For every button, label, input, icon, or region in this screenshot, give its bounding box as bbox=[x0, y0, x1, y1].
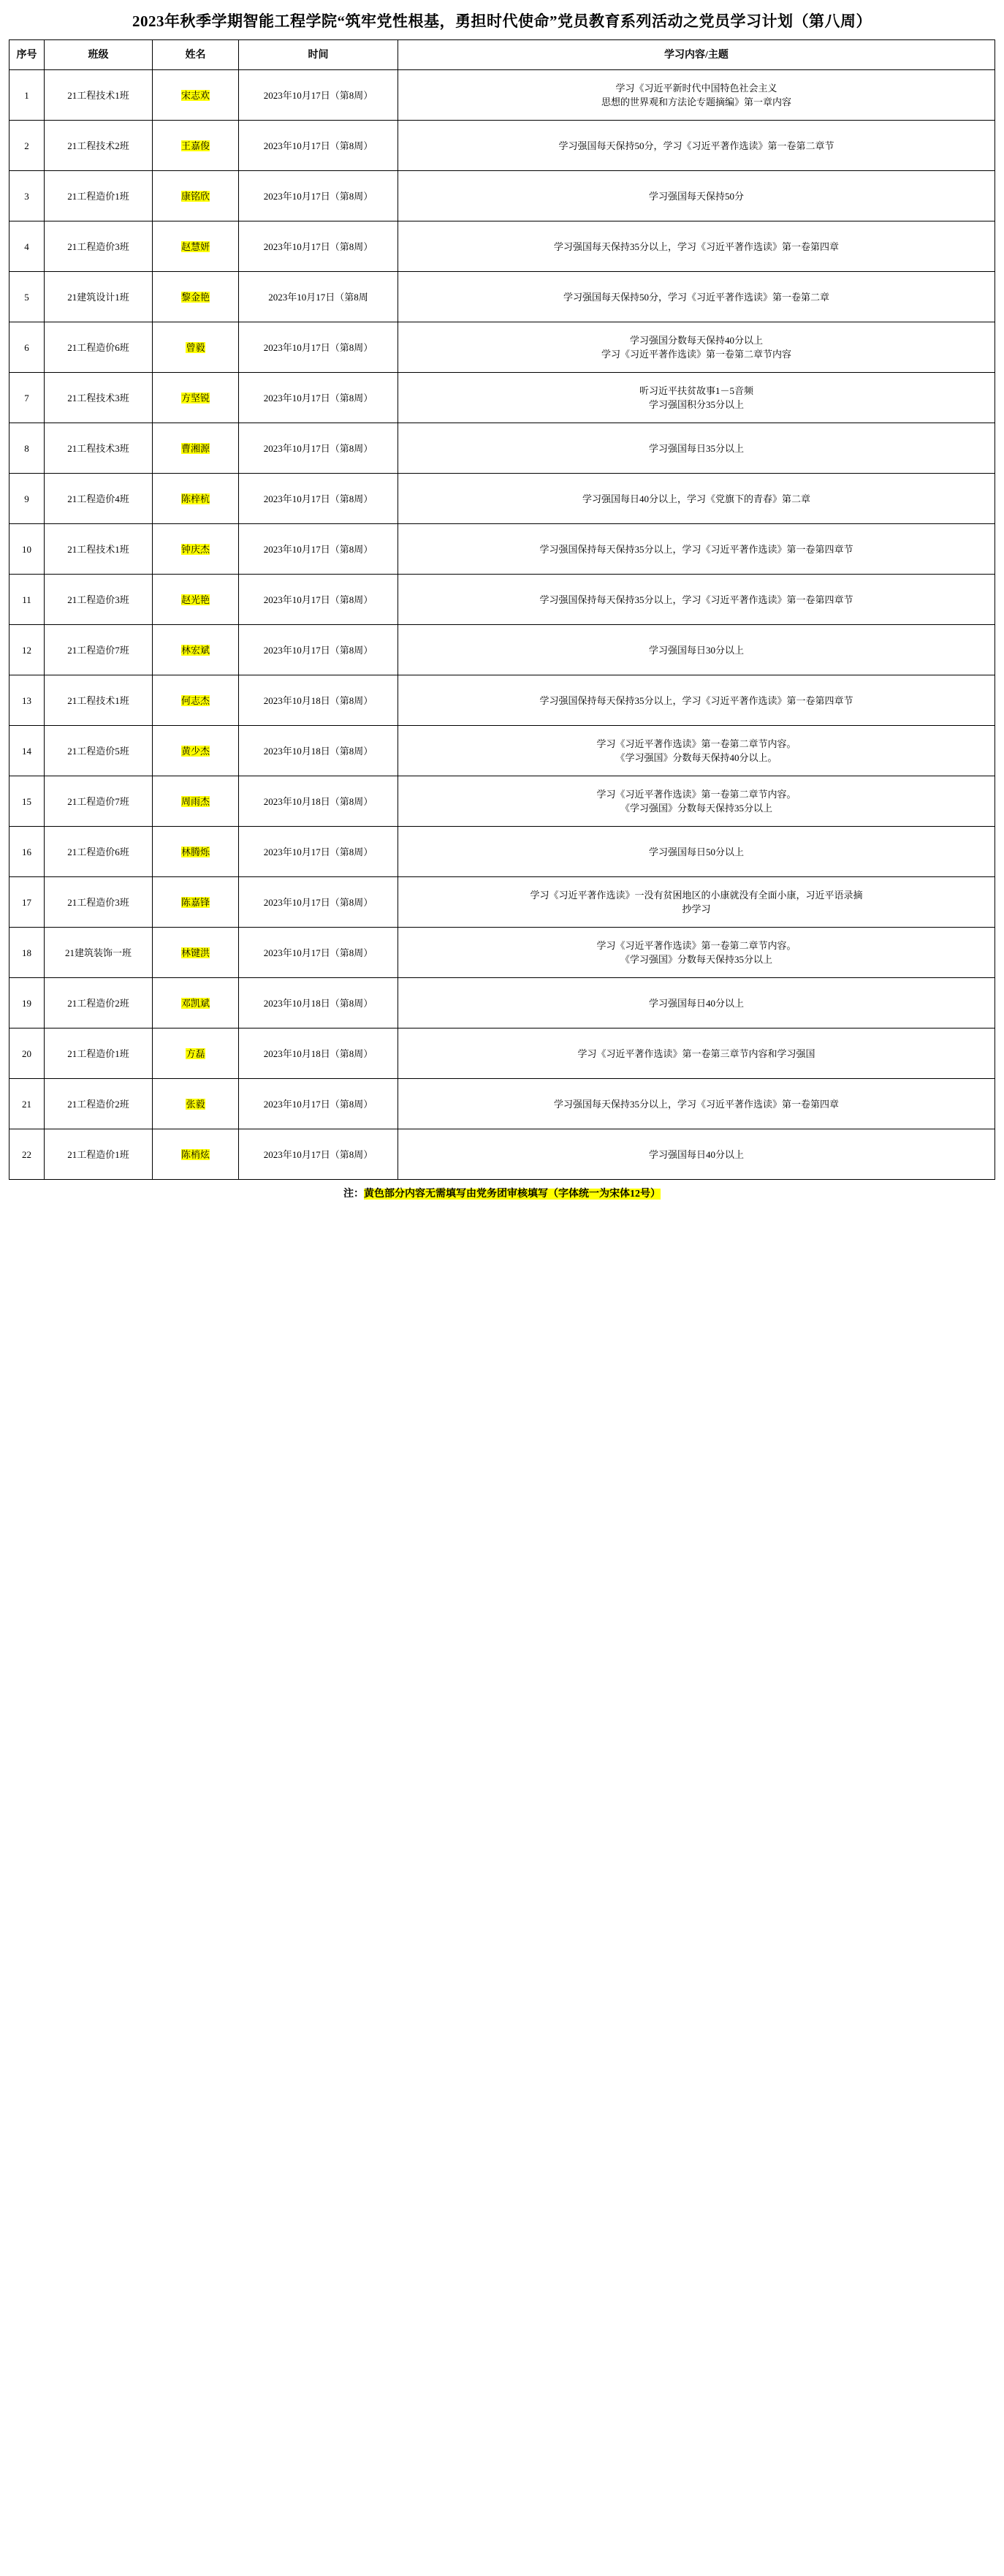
student-name: 陈梢炫 bbox=[180, 1148, 210, 1160]
cell-name bbox=[153, 121, 239, 171]
cell-class: 21工程造价1班 bbox=[45, 1129, 153, 1180]
cell-name bbox=[153, 474, 239, 524]
student-name: 林键洪 bbox=[180, 947, 210, 958]
cell-index: 22 bbox=[9, 1129, 45, 1180]
topic-line: 学习强国积分35分以上 bbox=[648, 399, 744, 410]
cell-index: 21 bbox=[9, 1079, 45, 1129]
student-name: 邓凯斌 bbox=[180, 997, 210, 1009]
topic-line: 学习强国每日30分以上 bbox=[648, 644, 744, 656]
table-row bbox=[9, 827, 995, 877]
table-row bbox=[9, 726, 995, 776]
cell-index: 19 bbox=[9, 978, 45, 1028]
student-name: 赵光艳 bbox=[180, 594, 210, 605]
cell-name bbox=[153, 423, 239, 474]
cell-topic bbox=[398, 1129, 995, 1180]
cell-name bbox=[153, 726, 239, 776]
cell-index: 9 bbox=[9, 474, 45, 524]
cell-time: 2023年10月17日（第8周） bbox=[239, 575, 398, 625]
cell-index: 11 bbox=[9, 575, 45, 625]
cell-topic bbox=[398, 1028, 995, 1079]
table-row bbox=[9, 675, 995, 726]
student-name: 宋志欢 bbox=[180, 89, 210, 101]
cell-class: 21工程造价7班 bbox=[45, 625, 153, 675]
cell-class: 21工程造价3班 bbox=[45, 575, 153, 625]
table-row bbox=[9, 1079, 995, 1129]
cell-name bbox=[153, 625, 239, 675]
cell-name bbox=[153, 272, 239, 322]
cell-time: 2023年10月17日（第8周） bbox=[239, 171, 398, 221]
topic-line: 学习《习近平著作选读》第一卷第二章节内容 bbox=[601, 349, 791, 360]
cell-index: 16 bbox=[9, 827, 45, 877]
topic-line: 学习强国每天保持50分 bbox=[648, 190, 744, 202]
cell-index: 3 bbox=[9, 171, 45, 221]
student-name: 曾毅 bbox=[186, 341, 205, 353]
topic-line: 《学习强国》分数每天保持40分以上。 bbox=[615, 752, 777, 763]
cell-topic bbox=[398, 928, 995, 978]
cell-name bbox=[153, 675, 239, 726]
student-name: 王嘉俊 bbox=[180, 140, 210, 151]
cell-class: 21工程造价5班 bbox=[45, 726, 153, 776]
student-name: 钟庆杰 bbox=[180, 543, 210, 555]
cell-class: 21建筑设计1班 bbox=[45, 272, 153, 322]
cell-time: 2023年10月18日（第8周） bbox=[239, 776, 398, 827]
study-plan-table bbox=[9, 39, 995, 1180]
column-header-topic: 学习内容/主题 bbox=[398, 40, 995, 70]
cell-topic bbox=[398, 1079, 995, 1129]
cell-topic bbox=[398, 575, 995, 625]
cell-name bbox=[153, 322, 239, 373]
cell-time: 2023年10月18日（第8周） bbox=[239, 726, 398, 776]
topic-line: 学习强国保持每天保持35分以上，学习《习近平著作选读》第一卷第四章节 bbox=[539, 594, 853, 605]
cell-class: 21建筑装饰一班 bbox=[45, 928, 153, 978]
cell-class: 21工程造价1班 bbox=[45, 171, 153, 221]
table-row bbox=[9, 978, 995, 1028]
cell-index: 4 bbox=[9, 221, 45, 272]
topic-line: 学习强国保持每天保持35分以上，学习《习近平著作选读》第一卷第四章节 bbox=[539, 543, 853, 555]
table-row bbox=[9, 928, 995, 978]
topic-line: 抄学习 bbox=[682, 904, 711, 914]
cell-time: 2023年10月18日（第8周） bbox=[239, 978, 398, 1028]
cell-index: 15 bbox=[9, 776, 45, 827]
cell-time: 2023年10月17日（第8周） bbox=[239, 322, 398, 373]
cell-index: 12 bbox=[9, 625, 45, 675]
cell-topic bbox=[398, 272, 995, 322]
student-name: 张毅 bbox=[186, 1098, 205, 1110]
student-name: 林腾烁 bbox=[180, 846, 210, 857]
footnote-highlight: 黄色部分内容无需填写由党务团审核填写（字体统一为宋体12号） bbox=[364, 1189, 661, 1200]
cell-name bbox=[153, 776, 239, 827]
cell-time: 2023年10月17日（第8周） bbox=[239, 877, 398, 928]
table-row bbox=[9, 70, 995, 121]
cell-name bbox=[153, 978, 239, 1028]
cell-name bbox=[153, 827, 239, 877]
topic-line: 学习强国每天保持35分以上，学习《习近平著作选读》第一卷第四章 bbox=[553, 240, 839, 252]
column-header-class: 班级 bbox=[45, 40, 153, 70]
topic-line: 学习强国每天保持50分，学习《习近平著作选读》第一卷第二章节 bbox=[558, 140, 834, 151]
cell-name bbox=[153, 171, 239, 221]
cell-time: 2023年10月17日（第8周） bbox=[239, 70, 398, 121]
table-row bbox=[9, 272, 995, 322]
topic-line: 学习《习近平著作选读》第一卷第二章节内容。 bbox=[596, 940, 796, 951]
table-row bbox=[9, 373, 995, 423]
cell-time: 2023年10月17日（第8周） bbox=[239, 373, 398, 423]
cell-class: 21工程造价7班 bbox=[45, 776, 153, 827]
cell-time: 2023年10月18日（第8周） bbox=[239, 675, 398, 726]
footnote-prefix: 注： bbox=[343, 1189, 364, 1200]
column-header-index: 序号 bbox=[9, 40, 45, 70]
cell-topic bbox=[398, 121, 995, 171]
topic-line: 学习强国保持每天保持35分以上，学习《习近平著作选读》第一卷第四章节 bbox=[539, 694, 853, 706]
page-title: 2023年秋季学期智能工程学院“筑牢党性根基，勇担时代使命”党员教育系列活动之党员学习计划（第八周） bbox=[132, 12, 872, 30]
cell-name bbox=[153, 1028, 239, 1079]
cell-topic bbox=[398, 776, 995, 827]
student-name: 陈嘉锋 bbox=[180, 896, 210, 908]
cell-index: 20 bbox=[9, 1028, 45, 1079]
cell-time: 2023年10月17日（第8周） bbox=[239, 524, 398, 575]
table-row bbox=[9, 877, 995, 928]
cell-class: 21工程技术3班 bbox=[45, 423, 153, 474]
document-page bbox=[0, 0, 1004, 1208]
cell-time: 2023年10月17日（第8周） bbox=[239, 1079, 398, 1129]
cell-time: 2023年10月17日（第8周） bbox=[239, 221, 398, 272]
cell-topic bbox=[398, 978, 995, 1028]
cell-time: 2023年10月17日（第8周） bbox=[239, 1129, 398, 1180]
cell-class: 21工程技术1班 bbox=[45, 524, 153, 575]
cell-index: 2 bbox=[9, 121, 45, 171]
cell-class: 21工程技术2班 bbox=[45, 121, 153, 171]
column-header-time: 时间 bbox=[239, 40, 398, 70]
cell-name bbox=[153, 877, 239, 928]
cell-index: 6 bbox=[9, 322, 45, 373]
topic-line: 学习《习近平著作选读》一没有贫困地区的小康就没有全面小康，习近平语录摘 bbox=[530, 890, 863, 901]
student-name: 陈梓杭 bbox=[180, 493, 210, 504]
cell-topic bbox=[398, 70, 995, 121]
cell-name bbox=[153, 221, 239, 272]
cell-name bbox=[153, 524, 239, 575]
topic-line: 学习《习近平著作选读》第一卷第二章节内容。 bbox=[596, 789, 796, 800]
cell-class: 21工程造价6班 bbox=[45, 322, 153, 373]
column-header-name: 姓名 bbox=[153, 40, 239, 70]
table-row bbox=[9, 171, 995, 221]
student-name: 康铭欣 bbox=[180, 190, 210, 202]
cell-index: 7 bbox=[9, 373, 45, 423]
cell-topic bbox=[398, 877, 995, 928]
topic-line: 学习强国每日50分以上 bbox=[648, 846, 744, 857]
cell-class: 21工程技术1班 bbox=[45, 70, 153, 121]
cell-time: 2023年10月18日（第8周） bbox=[239, 1028, 398, 1079]
cell-time: 2023年10月17日（第8周） bbox=[239, 827, 398, 877]
table-row bbox=[9, 221, 995, 272]
student-name: 曹湘源 bbox=[180, 442, 210, 454]
student-name: 何志杰 bbox=[180, 694, 210, 706]
cell-index: 5 bbox=[9, 272, 45, 322]
cell-name bbox=[153, 575, 239, 625]
topic-line: 学习强国每日35分以上 bbox=[648, 442, 744, 454]
table-row bbox=[9, 474, 995, 524]
table-row bbox=[9, 423, 995, 474]
cell-name bbox=[153, 1079, 239, 1129]
footnote bbox=[9, 1186, 995, 1200]
cell-class: 21工程技术1班 bbox=[45, 675, 153, 726]
cell-index: 13 bbox=[9, 675, 45, 726]
cell-class: 21工程技术3班 bbox=[45, 373, 153, 423]
cell-time: 2023年10月17日（第8周） bbox=[239, 474, 398, 524]
topic-line: 学习《习近平著作选读》第一卷第三章节内容和学习强国 bbox=[577, 1048, 815, 1059]
cell-topic bbox=[398, 675, 995, 726]
cell-time: 2023年10月17日（第8周） bbox=[239, 121, 398, 171]
student-name: 周雨杰 bbox=[180, 795, 210, 807]
cell-name bbox=[153, 928, 239, 978]
topic-line: 学习强国分数每天保持40分以上 bbox=[629, 335, 763, 346]
table-body bbox=[9, 70, 995, 1180]
cell-class: 21工程造价6班 bbox=[45, 827, 153, 877]
cell-topic bbox=[398, 827, 995, 877]
cell-topic bbox=[398, 524, 995, 575]
table-row bbox=[9, 575, 995, 625]
cell-class: 21工程造价3班 bbox=[45, 877, 153, 928]
cell-name bbox=[153, 1129, 239, 1180]
cell-class: 21工程造价1班 bbox=[45, 1028, 153, 1079]
cell-index: 1 bbox=[9, 70, 45, 121]
topic-line: 学习强国每天保持50分，学习《习近平著作选读》第一卷第二章 bbox=[563, 291, 829, 303]
cell-time: 2023年10月17日（第8周 bbox=[239, 272, 398, 322]
cell-class: 21工程造价2班 bbox=[45, 1079, 153, 1129]
topic-line: 思想的世界观和方法论专题摘编》第一章内容 bbox=[601, 96, 791, 107]
cell-index: 10 bbox=[9, 524, 45, 575]
topic-line: 学习《习近平著作选读》第一卷第二章节内容。 bbox=[596, 738, 796, 749]
table-row bbox=[9, 625, 995, 675]
table-header-row bbox=[9, 40, 995, 70]
cell-topic bbox=[398, 726, 995, 776]
cell-index: 8 bbox=[9, 423, 45, 474]
cell-time: 2023年10月17日（第8周） bbox=[239, 423, 398, 474]
cell-topic bbox=[398, 423, 995, 474]
topic-line: 学习强国每日40分以上，学习《党旗下的青春》第二章 bbox=[582, 493, 810, 504]
cell-time: 2023年10月17日（第8周） bbox=[239, 625, 398, 675]
topic-line: 学习强国每日40分以上 bbox=[648, 1148, 744, 1160]
cell-topic bbox=[398, 373, 995, 423]
table-row bbox=[9, 1028, 995, 1079]
table-row bbox=[9, 1129, 995, 1180]
student-name: 赵慧妍 bbox=[180, 240, 210, 252]
cell-name bbox=[153, 70, 239, 121]
cell-topic bbox=[398, 221, 995, 272]
cell-topic bbox=[398, 322, 995, 373]
cell-index: 17 bbox=[9, 877, 45, 928]
cell-time: 2023年10月17日（第8周） bbox=[239, 928, 398, 978]
cell-topic bbox=[398, 625, 995, 675]
table-row bbox=[9, 322, 995, 373]
topic-line: 《学习强国》分数每天保持35分以上 bbox=[620, 803, 772, 814]
cell-index: 14 bbox=[9, 726, 45, 776]
topic-line: 《学习强国》分数每天保持35分以上 bbox=[620, 954, 772, 965]
topic-line: 学习《习近平新时代中国特色社会主义 bbox=[615, 83, 777, 94]
cell-name bbox=[153, 373, 239, 423]
table-row bbox=[9, 524, 995, 575]
student-name: 方磊 bbox=[186, 1048, 205, 1059]
table-row bbox=[9, 776, 995, 827]
topic-line: 听习近平扶贫故事1－5音频 bbox=[639, 385, 753, 396]
topic-line: 学习强国每日40分以上 bbox=[648, 997, 744, 1009]
student-name: 方坚锐 bbox=[180, 392, 210, 404]
cell-class: 21工程造价2班 bbox=[45, 978, 153, 1028]
student-name: 黎金艳 bbox=[180, 291, 210, 303]
cell-topic bbox=[398, 474, 995, 524]
topic-line: 学习强国每天保持35分以上，学习《习近平著作选读》第一卷第四章 bbox=[553, 1098, 839, 1110]
cell-index: 18 bbox=[9, 928, 45, 978]
cell-topic bbox=[398, 171, 995, 221]
cell-class: 21工程造价3班 bbox=[45, 221, 153, 272]
cell-class: 21工程造价4班 bbox=[45, 474, 153, 524]
student-name: 黄少杰 bbox=[180, 745, 210, 757]
student-name: 林宏斌 bbox=[180, 644, 210, 656]
table-row bbox=[9, 121, 995, 171]
